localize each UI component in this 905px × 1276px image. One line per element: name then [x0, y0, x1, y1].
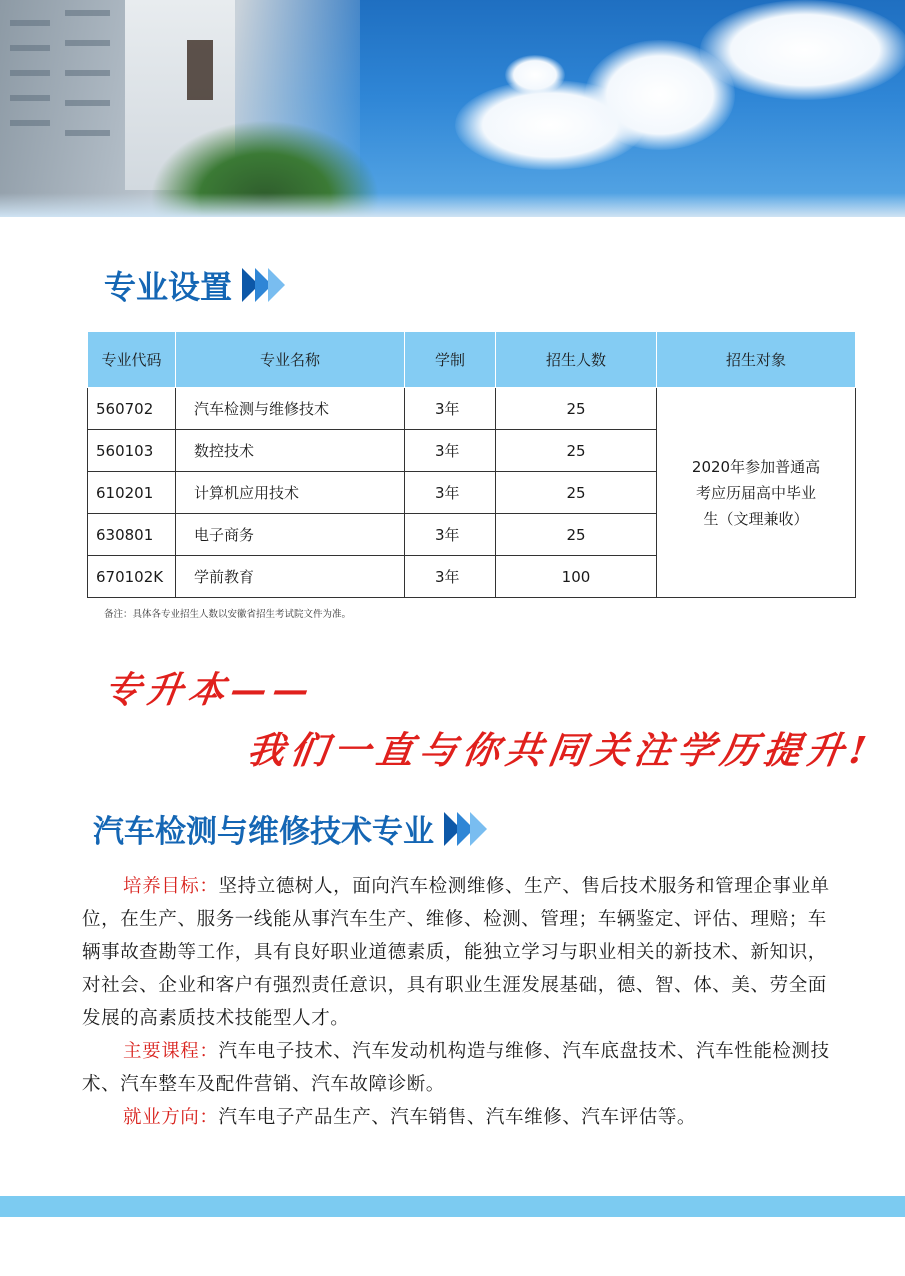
- header-target: 招生对象: [657, 332, 856, 388]
- triple-chevron-icon: [444, 812, 483, 846]
- cell-count: 25: [496, 388, 657, 430]
- slogan-line-1: 专升本——: [101, 669, 318, 711]
- section-title-major-detail: [93, 806, 483, 851]
- goal-label: 培养目标：: [123, 876, 219, 897]
- cell-years: 3年: [405, 388, 496, 430]
- cell-name: 学前教育: [176, 556, 405, 598]
- cell-target: [657, 388, 856, 598]
- cell-name: 计算机应用技术: [176, 472, 405, 514]
- cell-code: 630801: [88, 514, 176, 556]
- slogan-line-2: 我们一直与你共同关注学历提升!: [244, 728, 875, 772]
- major-description: [82, 870, 844, 1134]
- table-row: [88, 388, 856, 430]
- cell-name: 汽车检测与维修技术: [176, 388, 405, 430]
- header-count: 招生人数: [496, 332, 657, 388]
- cell-count: 25: [496, 514, 657, 556]
- triple-chevron-icon: [242, 268, 281, 302]
- cell-years: 3年: [405, 556, 496, 598]
- target-line: 生（文理兼收）: [703, 509, 809, 528]
- cell-name: 数控技术: [176, 430, 405, 472]
- cell-count: 100: [496, 556, 657, 598]
- cell-code: 560103: [88, 430, 176, 472]
- cell-code: 610201: [88, 472, 176, 514]
- section-title-majors: [104, 262, 281, 308]
- cell-years: 3年: [405, 472, 496, 514]
- header-name: 专业名称: [176, 332, 405, 388]
- majors-table: [87, 331, 856, 598]
- bottom-decorative-bar: [0, 1196, 905, 1217]
- target-line: 2020年参加普通高: [691, 457, 821, 476]
- courses-paragraph: [82, 1035, 844, 1101]
- jobs-text: 汽车电子产品生产、汽车销售、汽车维修、汽车评估等。: [218, 1107, 697, 1128]
- target-line: 考应历届高中毕业: [695, 483, 816, 502]
- cell-years: 3年: [405, 430, 496, 472]
- jobs-paragraph: [82, 1101, 844, 1134]
- jobs-label: 就业方向：: [123, 1107, 219, 1128]
- cell-years: 3年: [405, 514, 496, 556]
- section-title-text: 专业设置: [104, 268, 233, 306]
- header-code: 专业代码: [88, 332, 176, 388]
- cell-count: 25: [496, 430, 657, 472]
- section-title-text: 汽车检测与维修技术专业: [93, 814, 434, 850]
- training-goal-paragraph: [82, 870, 844, 1035]
- table-footnote: 备注：具体各专业招生人数以安徽省招生考试院文件为准。: [104, 609, 352, 620]
- header-years: 学制: [405, 332, 496, 388]
- cell-count: 25: [496, 472, 657, 514]
- cell-code: 670102K: [88, 556, 176, 598]
- cell-name: 电子商务: [176, 514, 405, 556]
- table-header-row: [88, 332, 856, 388]
- cell-code: 560702: [88, 388, 176, 430]
- courses-text: 汽车电子技术、汽车发动机构造与维修、汽车底盘技术、汽车性能检测技术、汽车整车及配件营销、汽车故障诊断。: [82, 1041, 830, 1095]
- hero-banner-image: [0, 0, 905, 217]
- courses-label: 主要课程：: [123, 1041, 219, 1062]
- goal-text: 坚持立德树人，面向汽车检测维修、生产、售后技术服务和管理企事业单位，在生产、服务一线能从事汽车生产、维修、检测、管理；车辆鉴定、评估、理赔；车辆事故查勘等工作，具有良好职业道德素质，能独立学习与职业相关的新技术、新知识，对社会、企业和客户有强烈责任意识，具有职业生涯发展基础，德、智、体、美、劳全面发展的高素质技术技能型人才。: [82, 876, 830, 1029]
